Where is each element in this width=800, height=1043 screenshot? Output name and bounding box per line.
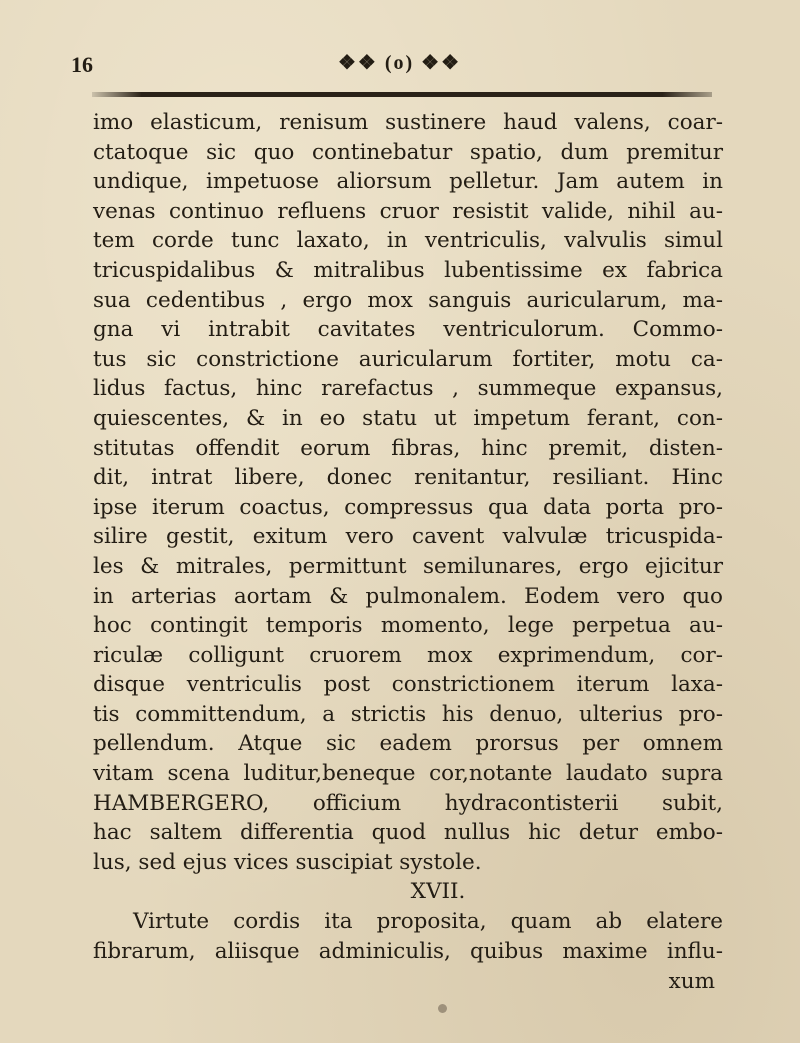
text-line: les & mitrales, permittunt semilunares, ergo ejicitur [93, 553, 723, 579]
text-line: lus, sed ejus vices suscipiat systole. [93, 849, 482, 875]
text-line: hoc contingit temporis momento, lege perpetua au- [93, 613, 723, 639]
page-number: 16 [71, 52, 93, 77]
text-line: riculæ colligunt cruorem mox exprimendum, cor- [93, 642, 723, 668]
text-line: venas continuo refluens cruor resistit valide, nihil au- [93, 198, 723, 224]
section-number: XVII. [410, 879, 466, 905]
text-line: ctatoque sic quo continebatur spatio, dum premitur [93, 139, 723, 165]
text-line: tem corde tunc laxato, in ventriculis, valvulis simul [93, 228, 723, 254]
text-line: imo elasticum, renisum sustinere haud valens, coar- [93, 110, 723, 135]
text-line: lidus factus, hinc rarefactus , summeque expansus, [93, 376, 723, 402]
text-line: quiescentes, & in eo statu ut impetum ferant, con- [93, 405, 723, 431]
text-line: dit, intrat libere, donec renitantur, resiliant. Hinc [93, 465, 723, 491]
text-line: stitutas offendit eorum fibras, hinc premit, disten- [93, 435, 723, 461]
text-line: vitam scena luditur,beneque cor,notante laudato supra [93, 761, 723, 787]
text-line: hac saltem differentia quod nullus hic detur embo- [93, 820, 723, 846]
section-text-line: Virtute cordis ita proposita, quam ab elatere [133, 909, 723, 935]
text-line: undique, impetuose aliorsum pelletur. Jam autem in [93, 169, 723, 195]
section-text-line: fibrarum, aliisque adminiculis, quibus maxime influ- [93, 939, 723, 965]
text-line: tricuspidalibus & mitralibus lubentissime ex fabrica [93, 257, 723, 283]
header-rule [92, 92, 712, 97]
text-line: HAMBERGERO, officium hydracontisterii subit, [93, 790, 723, 816]
text-line: pellendum. Atque sic eadem prorsus per omnem [93, 731, 723, 757]
text-line: tus sic constrictione auricularum fortiter, motu ca- [93, 346, 723, 372]
text-line: silire gestit, exitum vero cavent valvulæ tricuspida- [93, 524, 723, 550]
page-header [0, 48, 800, 108]
header-ornament: ❖❖ (o) ❖❖ [338, 52, 462, 74]
text-line: disque ventriculis post constrictionem iterum laxa- [93, 672, 723, 698]
text-line: gna vi intrabit cavitates ventriculorum. Commo- [93, 317, 723, 343]
text-line: in arterias aortam & pulmonalem. Eodem vero quo [93, 583, 723, 609]
text-line: sua cedentibus , ergo mox sanguis auricularum, ma- [93, 287, 723, 313]
text-line: tis committendum, a strictis his denuo, ulterius pro- [93, 701, 723, 727]
text-line: ipse iterum coactus, compressus qua data porta pro- [93, 494, 723, 520]
body-text [93, 108, 723, 997]
ink-fleck [438, 1004, 447, 1013]
catchword: xum [668, 968, 715, 994]
